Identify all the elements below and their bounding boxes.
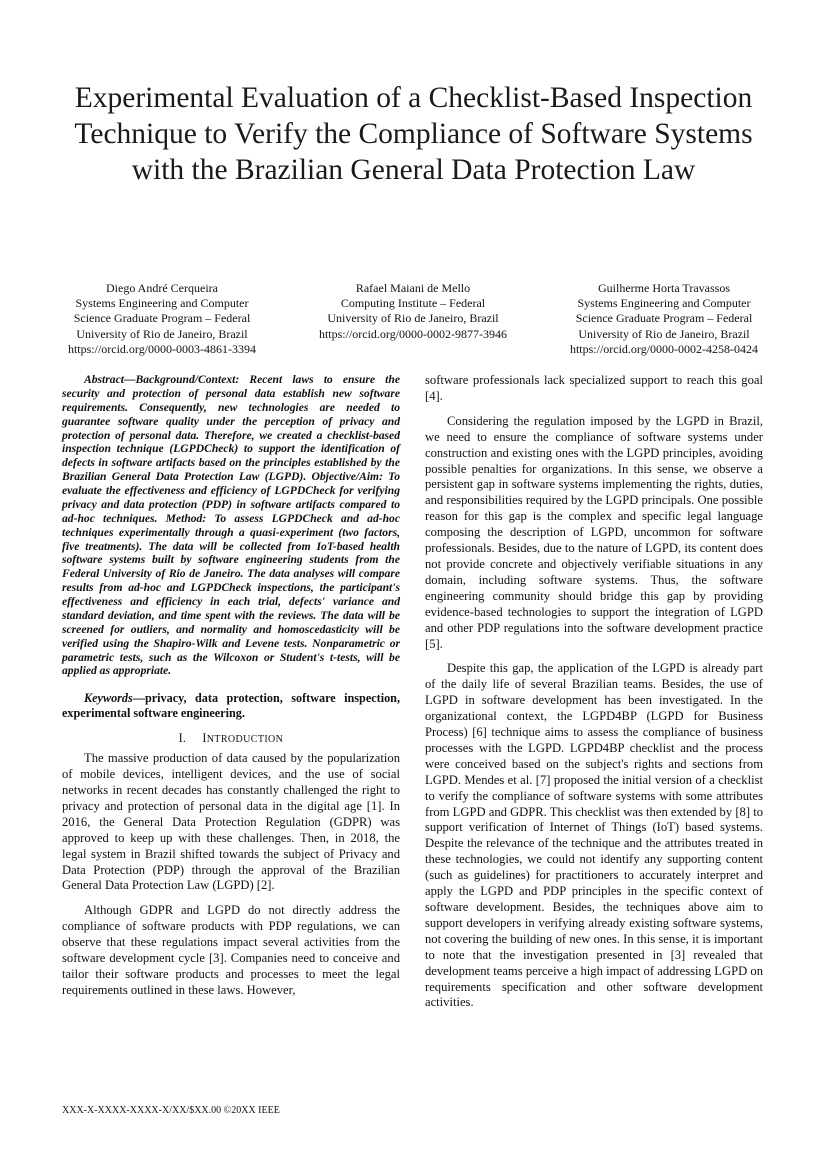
body-paragraph-continued: software professionals lack specialized support to reach this goal [4]. xyxy=(425,373,763,403)
author-affiliation: Systems Engineering and Computer xyxy=(75,296,249,311)
body-paragraph: The massive production of data caused by the popularization of mobile devices, intelligent devices, and the use of social networks in recent decades has constantly challenged the right to privacy and protection of personal data in the digital age [1]. In 2016, the General Data Protection Regulation (GDPR) was approved to keep up with these challenges. Then, in 2018, the legal system in Brazil shifted towards the subject of Privacy and Data Protection (PDP) through the approval of the Brazilian General Data Protection Law (LGPD) [2]. xyxy=(62,751,400,893)
author-orcid-link[interactable]: https://orcid.org/0000-0002-9877-3946 xyxy=(318,326,508,341)
author-affiliation: University of Rio de Janeiro, Brazil xyxy=(578,326,750,341)
section-initial: I xyxy=(202,731,207,746)
author-block-2 xyxy=(313,281,513,342)
body-paragraph: Considering the regulation imposed by the LGPD in Brazil, we need to ensure the compliance of software systems under construction and existing ones with the LGPD principles, avoiding possible penalties for organizations. In this sense, we observe a persistent gap in software systems implementing the rights, duties, and responsibilities required by the LGPD principals. One possible reason for this gap is the complex and specific legal language composing the description of LGPD, uncommon for software professionals. Besides, due to the nature of LGPD, its content does not provide concrete and objectively verifiable situations in any domain, including software systems. Thus, the software engineering community should bridge this gap by providing evidence-based technologies to support the integration of LGPD and other PDP regulations into the software development practice [5]. xyxy=(425,413,763,651)
author-affiliation: Science Graduate Program – Federal xyxy=(73,311,251,326)
author-affiliation: University of Rio de Janeiro, Brazil xyxy=(327,311,499,326)
author-block-1 xyxy=(60,281,264,357)
author-block-3 xyxy=(562,281,766,357)
copyright-footer: XXX-X-XXXX-XXXX-X/XX/$XX.00 ©20XX IEEE xyxy=(62,1105,280,1116)
author-name: Diego André Cerqueira xyxy=(106,281,218,295)
author-affiliation: Systems Engineering and Computer xyxy=(577,296,751,311)
left-column xyxy=(62,373,400,1008)
section-heading-introduction xyxy=(62,731,400,748)
body-paragraph: Although GDPR and LGPD do not directly address the compliance of software products with PDP regulations, we can observe that these regulations impact several activities from the software development cycle [3]. Companies need to conceive and tailor their software products and processes to meet the legal requirements outlined in these laws. However, xyxy=(62,903,400,997)
author-affiliation: Computing Institute – Federal xyxy=(340,296,486,311)
author-name: Guilherme Horta Travassos xyxy=(598,281,730,295)
author-affiliation: University of Rio de Janeiro, Brazil xyxy=(76,326,248,341)
author-orcid-link[interactable]: https://orcid.org/0000-0003-4861-3394 xyxy=(67,341,257,356)
body-paragraph: Despite this gap, the application of the LGPD is already part of the daily life of several Brazilian teams. Besides, the use of LGPD in software development has been investigated. In the organizational context, the LGPD4BP (LGPD for Business Process) [6] technique aims to assess the compliance of business processes with the LGPD. LGPD4BP checklist and the process were conceived based on the subject's rights and sections from LGPD. Mendes et al. [7] proposed the initial version of a checklist to verify the compliance of software systems with some attributes from LGPD and GDPR. This checklist was then extended by [8] to support verification of Internet of Things (IoT) based systems. Despite the relevance of the technique and the attributes treated in these technologies, we could not identify any supporting content (such as guidelines) for practitioners to accurately interpret and apply the LGPD and PDP principles in the specific context of software development. Besides, the techniques above aim to support developers in verifying already existing software systems, not covering the building of new ones. In this sense, it is important to note that the investigation presented in [3] revealed that development teams perceive a high impact of addressing LGPD on requirements specification and other software development activities. xyxy=(425,661,763,1010)
keywords-label: Keywords xyxy=(84,691,133,706)
keywords-text: —privacy, data protection, software inspection, experimental software engineering. xyxy=(62,691,400,721)
author-orcid-link[interactable]: https://orcid.org/0000-0002-4258-0424 xyxy=(569,341,759,356)
abstract: Abstract—Background/Context: Recent laws to ensure the security and protection of personal data establish new software requirements. Consequently, new technologies are needed to guarantee software quality under the perception of privacy and protection of personal data. Therefore, we created a checklist-based inspection technique (LGPDCheck) to support the identification of defects in software artifacts based on the principles established by the Brazilian General Data Protection Law (LGPD). Objective/Aim: To evaluate the effectiveness and efficiency of LGPDCheck for verifying privacy and data protection (PDP) in software artifacts compared to ad-hoc techniques. Method: To assess LGPDCheck and ad-hoc techniques experimentally through a quasi-experiment (two factors, five treatments). The data will be collected from IoT-based health software systems built by software engineering students from the Federal University of Rio de Janeiro. The data analyses will compare results from ad-hoc and LGPDCheck inspections, the participant's effectiveness and efficiency in each trial, defects' variance and standard deviation, and time spent with the reviews. The data will be screened for outliers, and normality and homoscedasticity will be verified using the Shapiro-Wilk and Levene tests. Nonparametric or parametric tests, such as the Wilcoxon or Student's t-tests, will be applied as appropriate. xyxy=(62,373,400,678)
section-number: I. xyxy=(178,731,187,746)
section-title: NTRODUCTION xyxy=(206,734,284,746)
paper-title: Experimental Evaluation of a Checklist-Based Inspection Technique to Verify the Compliance of Software Systems with the Brazilian General Data Protection Law xyxy=(74,82,753,186)
author-affiliation: Science Graduate Program – Federal xyxy=(575,311,753,326)
keywords xyxy=(62,691,400,721)
right-column xyxy=(425,373,763,1020)
author-name: Rafael Maiani de Mello xyxy=(355,281,471,295)
